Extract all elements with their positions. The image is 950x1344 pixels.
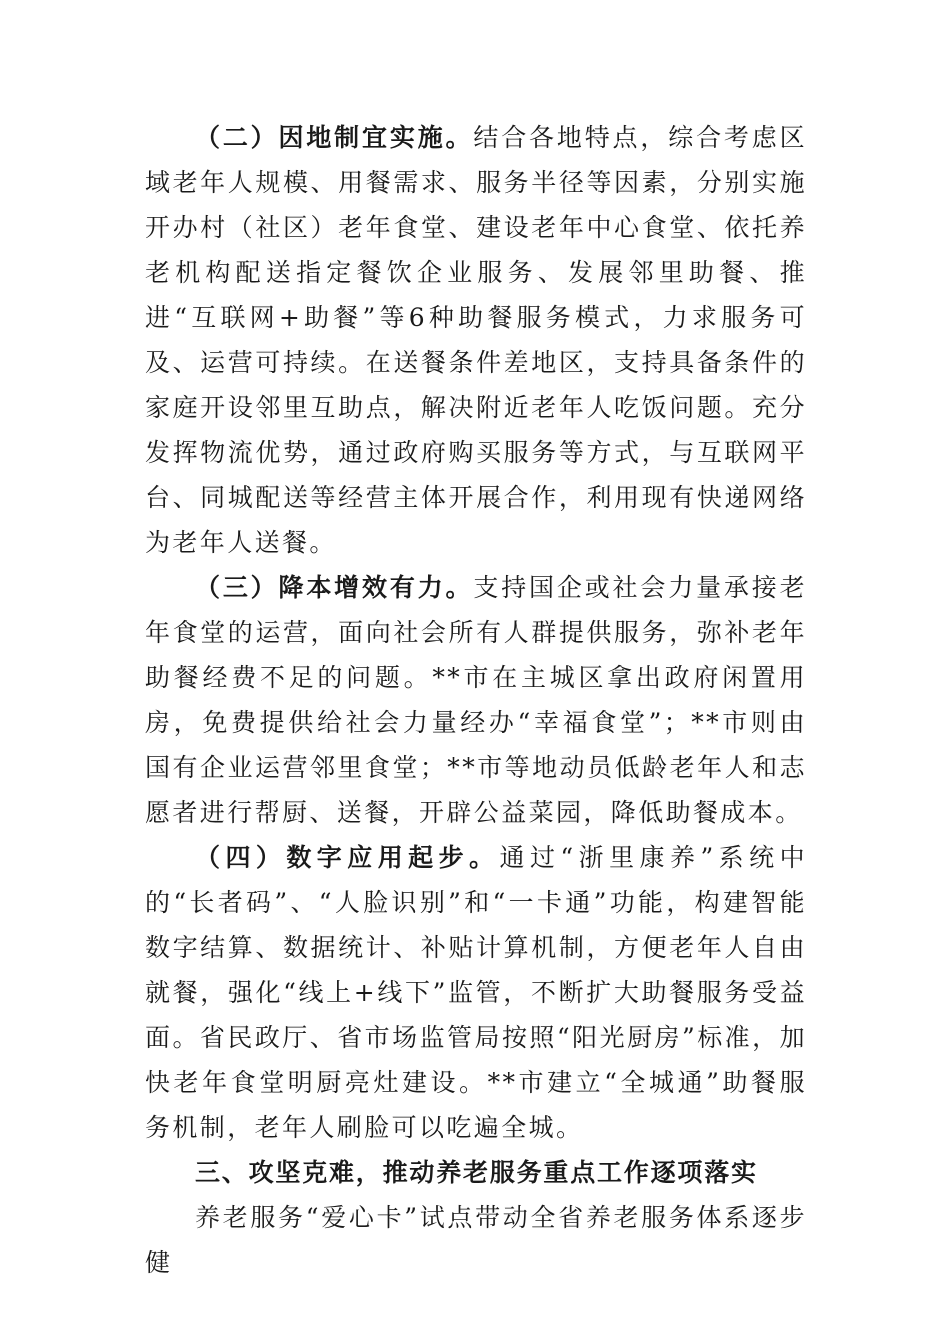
- paragraph-text: 支持国企或社会力量承接老年食堂的运营，面向社会所有人群提供服务，弥补老年助餐经费不足的问题。**市在主城区拿出政府闲置用房，免费提供给社会力量经办“幸福食堂”；**市则由国有企业运营邻里食堂；**市等地动员低龄老年人和志愿者进行帮厨、送餐，开辟公益菜园，降低助餐成本。: [145, 573, 807, 827]
- paragraph-section-4: [145, 835, 807, 1150]
- document-body: [145, 115, 807, 1285]
- paragraph-lead: （二）因地制宜实施。: [195, 123, 474, 152]
- paragraph-lead: （四）数字应用起步。: [195, 843, 500, 872]
- paragraph-text: 结合各地特点，综合考虑区域老年人规模、用餐需求、服务半径等因素，分别实施开办村（社区）老年食堂、建设老年中心食堂、依托养老机构配送指定餐饮企业服务、发展邻里助餐、推进“互联网+助餐”等6种助餐服务模式，力求服务可及、运营可持续。在送餐条件差地区，支持具备条件的家庭开设邻里互助点，解决附近老年人吃饭问题。充分发挥物流优势，通过政府购买服务等方式，与互联网平台、同城配送等经营主体开展合作，利用现有快递网络为老年人送餐。: [145, 123, 807, 557]
- paragraph-text: 通过“浙里康养”系统中的“长者码”、“人脸识别”和“一卡通”功能，构建智能数字结算、数据统计、补贴计算机制，方便老年人自由就餐，强化“线上+线下”监管，不断扩大助餐服务受益面。省民政厅、省市场监管局按照“阳光厨房”标准，加快老年食堂明厨亮灶建设。**市建立“全城通”助餐服务机制，老年人刷脸可以吃遍全城。: [145, 843, 807, 1142]
- section-heading: 三、攻坚克难，推动养老服务重点工作逐项落实: [195, 1158, 758, 1187]
- paragraph-section-3: [145, 565, 807, 835]
- paragraph-lead: （三）降本增效有力。: [195, 573, 474, 602]
- paragraph-closing: 养老服务“爱心卡”试点带动全省养老服务体系逐步健: [145, 1203, 807, 1277]
- paragraph-section-2: [145, 115, 807, 565]
